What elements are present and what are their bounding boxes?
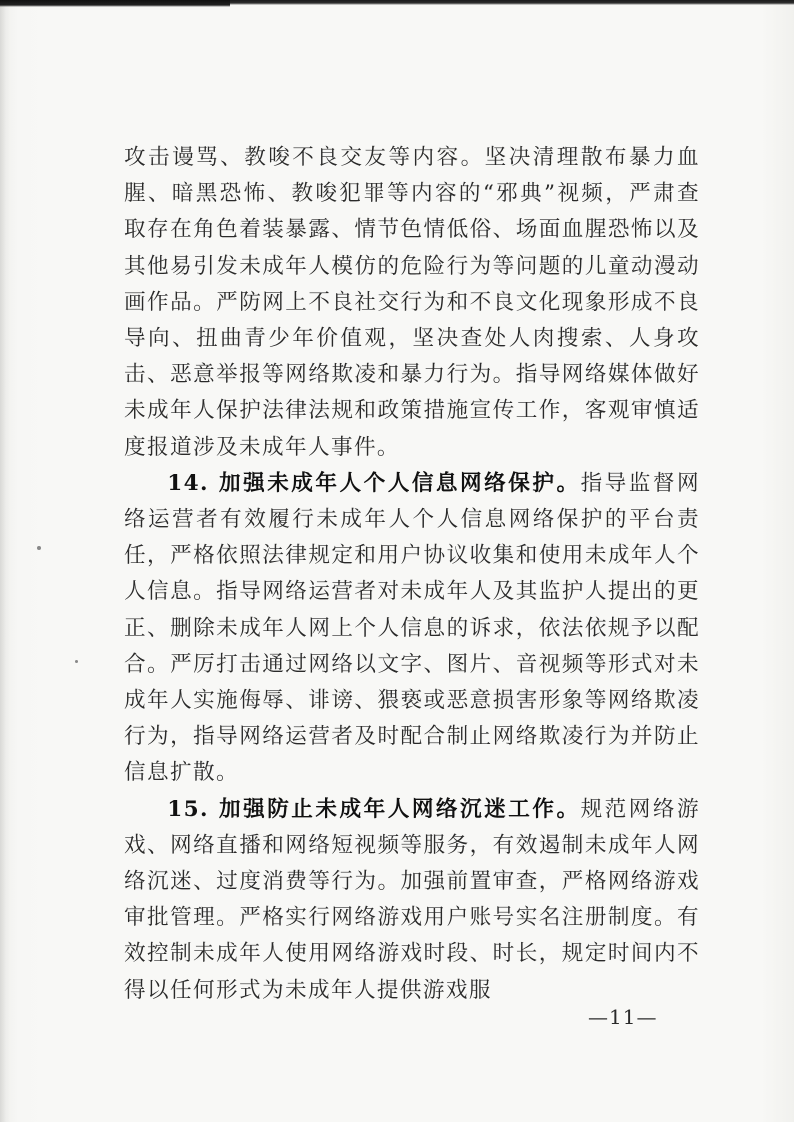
paragraph-3-text: 规范网络游戏、网络直播和网络短视频等服务，有效遏制未成年人网络沉迷、过度消费等行为。加强前置审查，严格网络游戏审批管理。严格实行网络游戏用户账号实名注册制度。有效控制未成年人使用网络游戏时段、时长，规定时间内不得以任何形式为未成年人提供游戏服 [124,796,700,1003]
scan-speck [37,546,41,550]
scan-speck [75,660,78,663]
paragraph-2 [124,466,700,792]
paragraph-1 [124,140,700,466]
paragraph-3-heading: 15. 加强防止未成年人网络沉迷工作。 [167,796,581,822]
scan-left-shadow [0,0,10,1122]
body-text [124,140,700,1009]
paragraph-3 [124,792,700,1009]
scan-top-edge-dark [0,0,230,7]
paragraph-1-text: 攻击谩骂、教唆不良交友等内容。坚决清理散布暴力血腥、暗黑恐怖、教唆犯罪等内容的“邪典”视频，严肃查取存在角色着装暴露、情节色情低俗、场面血腥恐怖以及其他易引发未成年人模仿的危险行为等问题的儿童动漫动画作品。严防网上不良社交行为和不良文化现象形成不良导向、扭曲青少年价值观，坚决查处人肉搜索、人身攻击、恶意举报等网络欺凌和暴力行为。指导网络媒体做好未成年人保护法律法规和政策措施宣传工作，客观审慎适度报道涉及未成年人事件。 [124,145,700,460]
paragraph-2-heading: 14. 加强未成年人个人信息网络保护。 [167,470,581,496]
paragraph-2-text: 指导监督网络运营者有效履行未成年人个人信息网络保护的平台责任，严格依照法律规定和用户协议收集和使用未成年人个人信息。指导网络运营者对未成年人及其监护人提出的更正、删除未成年人网上个人信息的诉求，依法依规予以配合。严厉打击通过网络以文字、图片、音视频等形式对未成年人实施侮辱、诽谤、猥亵或恶意损害形象等网络欺凌行为，指导网络运营者及时配合制止网络欺凌行为并防止信息扩散。 [124,470,700,786]
page-number: —11— [588,1005,658,1029]
